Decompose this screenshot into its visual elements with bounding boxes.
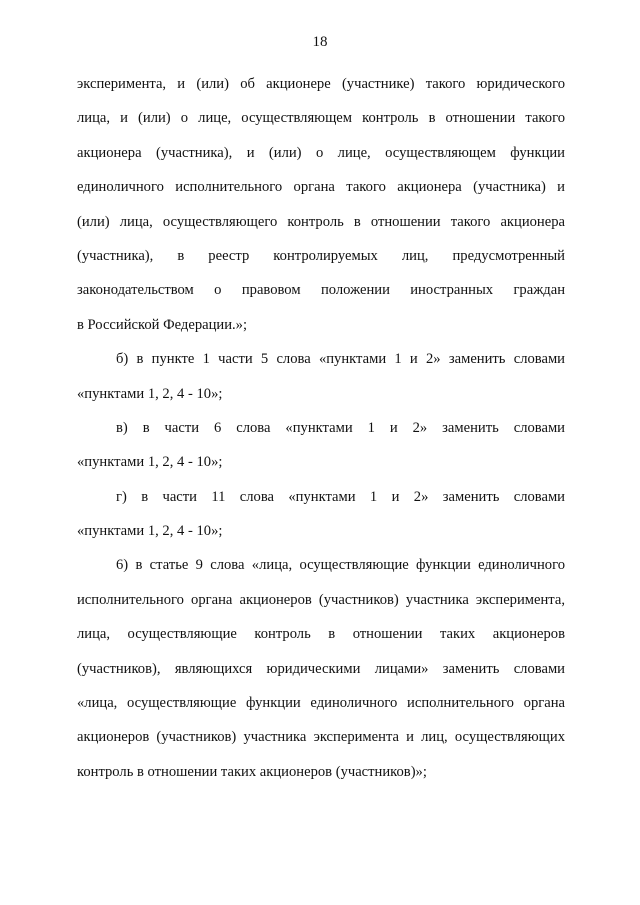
text-line: контроль в отношении таких акционеров (участников)»;: [77, 763, 427, 780]
text-line: г) в части 11 слова «пунктами 1 и 2» заменить словами: [116, 488, 565, 505]
text-line: б) в пункте 1 части 5 слова «пунктами 1 и 2» заменить словами: [116, 351, 565, 368]
text-line: «пунктами 1, 2, 4 - 10»;: [77, 385, 223, 402]
text-line: 6) в статье 9 слова «лица, осуществляющие функции единоличного: [116, 557, 565, 574]
text-line: акционеров (участников) участника эксперимента и лиц, осуществляющих: [77, 729, 565, 746]
text-line: (или) лица, осуществляющего контроль в отношении такого акционера: [77, 213, 565, 230]
text-line: в) в части 6 слова «пунктами 1 и 2» заменить словами: [116, 419, 565, 436]
page-number: 18: [312, 34, 328, 50]
text-line: «пунктами 1, 2, 4 - 10»;: [77, 454, 223, 471]
text-line: эксперимента, и (или) об акционере (участнике) такого юридического: [77, 76, 565, 92]
text-line: «пунктами 1, 2, 4 - 10»;: [77, 523, 223, 540]
text-line: лица, и (или) о лице, осуществляющем контроль в отношении такого: [77, 110, 565, 127]
text-line: исполнительного органа акционеров (участников) участника эксперимента,: [77, 591, 565, 608]
text-line: «лица, осуществляющие функции единоличного исполнительного органа: [77, 695, 565, 712]
text-line: в Российской Федерации.»;: [77, 316, 248, 333]
text-line: акционера (участника), и (или) о лице, осуществляющем функции: [77, 144, 565, 161]
text-line: (участников), являющихся юридическими лицами» заменить словами: [77, 660, 565, 677]
text-line: единоличного исполнительного органа такого акционера (участника) и: [77, 179, 565, 196]
text-line: законодательством о правовом положении иностранных граждан: [77, 282, 565, 299]
document-body: [77, 67, 565, 789]
text-line: (участника), в реестр контролируемых лиц, предусмотренный: [77, 247, 565, 264]
text-line: лица, осуществляющие контроль в отношении таких акционеров: [77, 626, 565, 643]
